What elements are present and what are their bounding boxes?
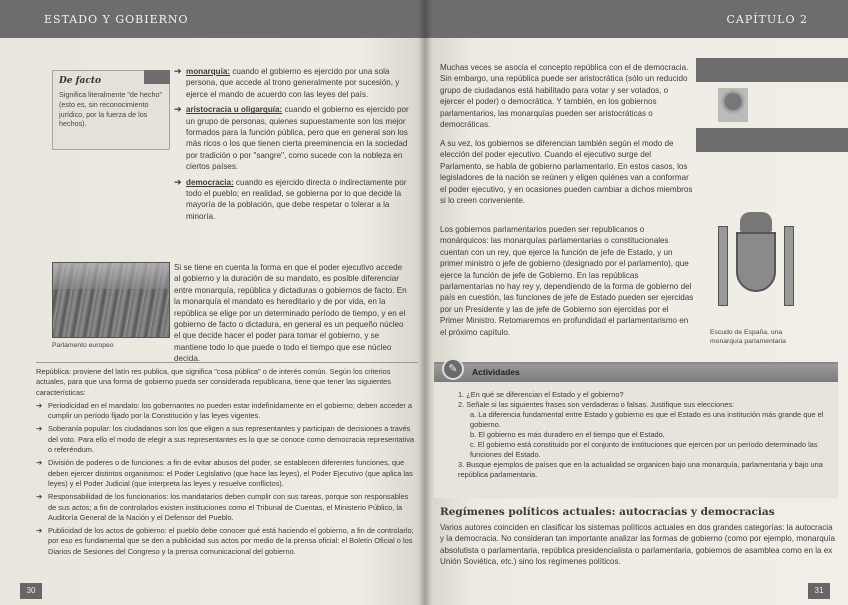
definition-box — [52, 70, 170, 150]
bullet-aristocracia — [174, 104, 410, 172]
republica-intro: República: proviene del latín res publica, que significa "cosa pública" o de interés común. Según los criterios actuales, para que una forma de gobierno pueda ser considerada republicana, tiene que tener las siguientes características: — [36, 367, 391, 397]
arrow-icon: ➔ — [174, 66, 182, 76]
republica-item — [36, 424, 418, 455]
bullet-monarquia — [174, 66, 410, 100]
pillar-left — [718, 226, 728, 306]
activities-box — [434, 362, 838, 498]
section-title: Regímenes políticos actuales: autocracias y democracias — [440, 506, 775, 518]
republica-item — [36, 401, 418, 422]
book-gutter — [418, 0, 432, 605]
right-page — [424, 0, 848, 605]
small-coat-icon — [718, 88, 748, 122]
activities-title: Actividades — [472, 367, 520, 377]
republica-item-text: Soberanía popular: los ciudadanos son los que eligen a sus representantes y participan de decisiones a través del voto. Para ello el modo de elegir a sus representantes es lo que se conoce como democracia representativa o referéndum. — [48, 424, 415, 455]
definition-title: De facto — [59, 76, 102, 86]
arrow-icon: ➔ — [174, 176, 182, 187]
spain-coat-of-arms-icon — [714, 208, 798, 324]
arrow-icon: ➔ — [174, 104, 182, 115]
shield-icon — [736, 232, 776, 292]
coat-caption: Escudo de España, una monarquía parlamentaria — [710, 329, 786, 345]
bullet-text: cuando el gobierno es ejercido por un grupo de personas, quienes supuestamente son los mejor formados para la función pública, pero que en general son los más ricos o los que tienen cierta preeminencia en la sociedad por tradición o por "sangre", como sucede con la nobleza en ciertos países. — [186, 105, 409, 172]
activity-subitem: a. La diferencia fundamental entre Estado y gobierno es que el Estado es una institución más grande que el gobierno. — [470, 410, 824, 429]
republica-box — [36, 362, 418, 598]
left-header-title: ESTADO Y GOBIERNO — [44, 13, 189, 26]
republica-item — [36, 526, 418, 557]
right-header-title: CAPÍTULO 2 — [726, 13, 808, 26]
activity-subitem: b. El gobierno es más duradero en el tiempo que el Estado. — [470, 430, 665, 439]
left-page-number: 30 — [20, 583, 42, 599]
photo-caption: Parlamento europeo — [52, 342, 114, 349]
bullet-lead: aristocracia u oligarquía: — [186, 105, 283, 115]
republica-item-text: División de poderes o de funciones: a fin de evitar abusos del poder, se establecen diferentes funciones, que deben ejercer distintos organismos: el Poder Legislativo (que hace las leyes), el Poder Ejecutivo (que aplica las leyes) y el Poder Judicial (que interpreta las leyes y resuelve conflictos). — [48, 458, 413, 488]
pencil-icon: ✎ — [442, 358, 464, 380]
executive-paragraph: Si se tiene en cuenta la forma en que el poder ejecutivo accede al gobierno y la duración de su mandato, es posible diferenciar entre monarquía, república y dictaduras o gobiernos de facto. En la monarquía el mandato es hereditario y de por vida, en la república se elige por un determinado período de tiempo, y en el gobierno de facto o dictadura, en general es un pequeño núcleo el que decide hacer el poder para tomar el gobierno, y se mantiene todo lo que puede o todo el tiempo que ese núcleo decida. — [174, 263, 407, 364]
parliament-photo — [52, 262, 170, 338]
bullet-lead: democracia: — [186, 177, 234, 187]
arrow-icon: ➔ — [36, 424, 43, 434]
government-types-list — [174, 66, 410, 226]
arrow-icon: ➔ — [36, 526, 43, 536]
republica-paragraph: Muchas veces se asocia el concepto república con el de democracia. Sin embargo, una república puede ser aristocrática (sólo un reducido grupo de ciudadanos está habilitado para votar y ser votados, o ejercer el poder) o democrática. Y también, en los gobiernos parlamentarios, las monarquías pueden ser aristocráticas o democráticas. — [440, 63, 689, 130]
definition-tab — [144, 70, 170, 84]
arrow-icon: ➔ — [36, 400, 43, 410]
section-body: Varios autores coinciden en clasificar los sistemas políticos actuales en dos grandes categorías: la autocracia y la democracia. No consideran tan importante analizar las formas de gobierno (como por ejemplo, monarquía absolutista o parlamentaria, república presidencialista o parlamentaria, gobiernos de asamblea como en la ex Unión Soviética, etc.) sino los regímenes políticos. — [440, 523, 835, 567]
republica-item — [36, 458, 418, 489]
side-bar-top — [696, 58, 848, 82]
bullet-democracia — [174, 177, 410, 223]
republica-item-text: Periodicidad en el mandato: los gobernantes no pueden estar indefinidamente en el gobierno; deben acceder a cumplir un período fijado por la Constitución y las leyes vigentes. — [48, 400, 413, 421]
activity-item: 2. Señale si las siguientes frases son verdaderas o falsas. Justifique sus elecciones: — [458, 400, 735, 409]
pillar-right — [784, 226, 794, 306]
bullet-lead: monarquía: — [186, 67, 231, 76]
republica-item-text: Responsabilidad de los funcionarios: los mandatarios deben cumplir con sus tareas, porque son responsables de sus actos; a fin de controlarlos existen instituciones como el Tribunal de Cuentas, el Ministerio Público, la Auditoría General de la Nación y el Defensor del Pueblo. — [48, 492, 409, 522]
arrow-icon: ➔ — [36, 492, 43, 502]
activity-item: 1. ¿En qué se diferencian el Estado y el gobierno? — [458, 390, 624, 399]
crown-icon — [740, 212, 772, 232]
activity-item: 3. Busque ejemplos de países que en la actualidad se organicen bajo una monarquía, parlamentaria y bajo una república parlamentaria. — [458, 460, 823, 479]
republica-item — [36, 492, 418, 523]
parliamentary-governments-paragraph: Los gobiernos parlamentarios pueden ser republicanos o monárquicos: las monarquías parlamentarias o constitucionales cuentan con un rey, que ejerce la función de jefe de Estado, y un primer ministro o jefe de gobierno (designado por el parlamento), que ejerce la función de jefe de Gobierno. En las repúblicas parlamentarias no hay rey y, dependiendo de la forma de gobierno del país en cuestión, las funciones de jefe de Estado pueden ser ejercidas por un Presidente y las de jefe de Gobierno son ejercidas por el Primer Ministro. Retomaremos en profundidad el parlamentarismo en el próximo capítulo. — [440, 225, 694, 337]
definition-text: Significa literalmente "de hecho" (esto es, sin reconocimiento jurídico, por la fuerza de los hechos). — [59, 90, 162, 129]
bullet-text: cuando el gobierno es ejercido por una sola persona, que accede al trono generalmente por sucesión, y ejerce el mando de acuerdo con las leyes del país. — [186, 67, 400, 99]
arrow-icon: ➔ — [36, 458, 43, 468]
activity-subitem: c. El gobierno está constituido por el conjunto de instituciones que ejercen por un período determinado las funciones del Estado. — [470, 440, 818, 459]
parliament-paragraph: A su vez, los gobiernos se diferencian también según el modo de elección del poder ejecutivo. Cuando el ejecutivo surge del Parlamento, se habla de gobierno parlamentario. En estos casos, los legisladores de la nación se reúnen y eligen quiénes van a conformar el poder ejecutivo, y en ocasiones pueden cambiar a dichos miembros si lo creen conveniente. — [440, 139, 693, 206]
bullet-text: cuando es ejercido directa o indirectamente por todo el pueblo; en realidad, se gobierna por lo que decide la mayoría de la población, que debe respetar o tolerar a la minoría. — [186, 177, 407, 221]
activities-list — [458, 390, 828, 480]
side-bar-mid — [696, 128, 848, 152]
republica-item-text: Publicidad de los actos de gobierno: el pueblo debe conocer qué está haciendo el gobierno, a fin de controlarlo; por eso es fundamental que se den a publicidad sus actos por medio de la prensa oficial: el Boletín Oficial o los Diarios de Sesiones del Congreso y la prensa comunicacional del gobierno. — [48, 526, 414, 556]
right-page-number: 31 — [808, 583, 830, 599]
